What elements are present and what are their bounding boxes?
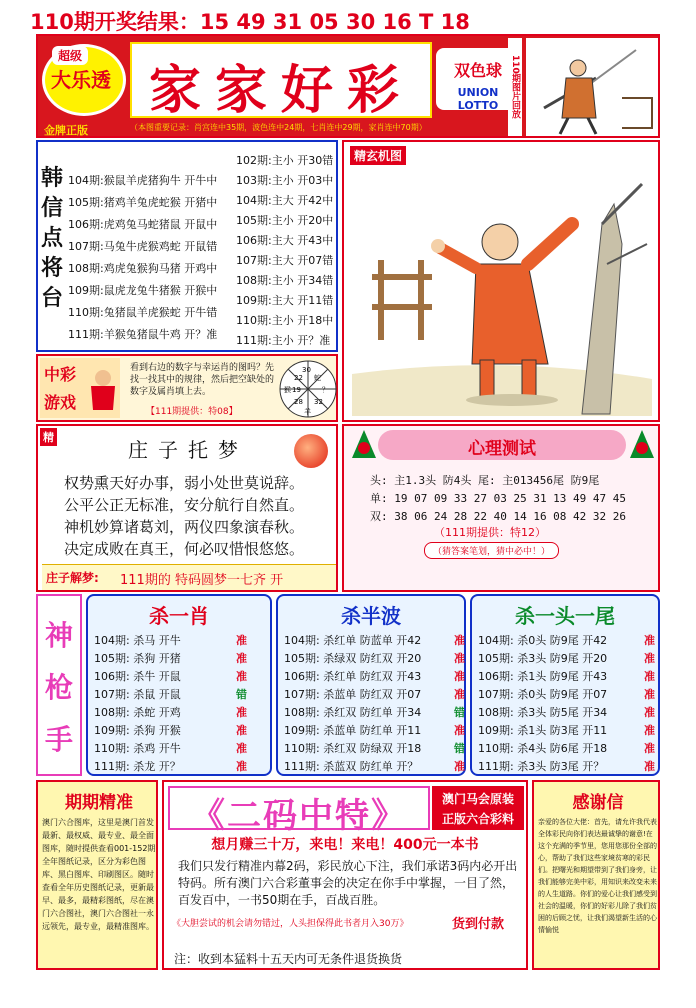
row-text: 108期: 杀蛇 开鸡 — [94, 706, 181, 719]
row-mark: 准 — [454, 652, 465, 665]
kill-head-tail-title: 杀一头一尾 — [515, 604, 615, 628]
list-item: 105期:主小 开20中 — [236, 214, 334, 227]
lottery-result-headline: 110期开奖结果：15 49 31 05 30 16 T 18 — [30, 10, 470, 34]
row-mark: 错 — [236, 688, 247, 701]
dream-interpretation — [42, 564, 336, 590]
row-mark: 准 — [644, 742, 655, 755]
union-lotto-logo-top: 双色球 — [453, 61, 502, 80]
table-row — [284, 704, 465, 720]
row-mark: 准 — [644, 652, 655, 665]
accuracy-panel — [36, 780, 158, 970]
row-text: 107期: 杀0头 防9尾 开07 — [478, 688, 608, 701]
table-row — [94, 650, 247, 666]
dream-label: 庄子解梦: — [46, 571, 99, 585]
lantern-icon — [628, 428, 656, 462]
table-row — [284, 650, 465, 666]
table-row — [284, 632, 465, 648]
table-row — [478, 740, 655, 756]
thank-you-title: 感谢信 — [572, 793, 624, 813]
han-xin-panel — [36, 140, 338, 352]
ad-warning: 《大胆尝试的机会请勿错过，人头担保得此书者月入30万》 — [172, 919, 409, 929]
row-text: 105期: 杀绿双 防红双 开20 — [284, 652, 422, 665]
poem-line: 决定成败在真王，何必叹惜恨悠悠。 — [64, 540, 305, 558]
list-item: 108期:主小 开34错 — [236, 274, 334, 287]
color-game-logo — [40, 358, 120, 418]
title-box — [130, 42, 432, 121]
return-policy-note: 注：收到本猛料十五天内可无条件退货换货 — [174, 952, 403, 966]
kill-head-tail-panel — [470, 594, 660, 776]
row-text: 108期: 杀红双 防红单 开34 — [284, 706, 422, 719]
cash-on-delivery-label: 货到付款 — [452, 917, 505, 932]
row-text: 109期: 杀1头 防3尾 开11 — [478, 724, 608, 737]
psychology-note: （111期提供：特12） — [434, 526, 546, 539]
thank-you-text: 亲爱的各位大佬：首先，请允许我代表全体彩民向你们表达最诚挚的谢意!在这个充满的季节里，您用您那份全部的心，帮助了我们这些家境贫寒的彩民们。把曙光和期望带到了我们身旁，让我们能够完美中彩，用知识来改变未来的人生道路。你们的爱心让我们感受到社会的温暖，你们的好彩儿除了我们贫困的后顾之忧，让我们渴望新生活的心情愉悦 — [538, 818, 657, 934]
row-text: 110期: 杀红双 防绿双 开18 — [284, 742, 422, 755]
list-item: 109期:鼠虎龙兔牛猪猴 开猴中 — [68, 284, 218, 297]
featured-tag: 精 — [40, 428, 57, 446]
table-row — [94, 704, 247, 720]
list-item: 107期:主大 开07错 — [236, 254, 334, 267]
thank-you-letter-panel — [532, 780, 660, 970]
poem-line: 神机妙算诸葛刘，两仪四象演春秋。 — [64, 518, 305, 536]
list-item: 111期:主小 开？准 — [236, 334, 331, 347]
row-mark: 错 — [454, 706, 465, 719]
row-text: 104期: 杀马 开牛 — [94, 634, 181, 647]
sharpshooter-char: 手 — [44, 723, 73, 756]
table-row — [478, 650, 655, 666]
puzzle-description: 看到右边的数字与幸运肖的图吗？先找一找其中的规律，然后把空缺处的数字及属肖填上去。 — [130, 363, 275, 397]
two-code-ad-panel — [162, 780, 528, 970]
table-row — [284, 668, 465, 684]
dream-text: 111期的 特码圆梦一七齐 开 — [120, 573, 284, 588]
super-lotto-logo-text: 大乐透 — [51, 68, 111, 92]
row-text: 105期: 杀狗 开猪 — [94, 652, 181, 665]
list-item: 106期:虎鸡兔马蛇猪鼠 开鼠中 — [68, 218, 218, 231]
row-mark: 准 — [236, 742, 247, 755]
sharpshooter-char: 神 — [44, 619, 73, 652]
table-row — [94, 668, 247, 684]
table-row — [94, 632, 247, 648]
sharpshooter-char: 枪 — [44, 671, 73, 704]
table-row — [94, 722, 247, 738]
table-row — [94, 758, 247, 774]
puzzle-panel — [36, 354, 338, 422]
kill-half-wave-panel — [276, 594, 466, 776]
row-mark: 准 — [236, 652, 247, 665]
list-item: 111期:羊猴兔猪鼠牛鸡 开？准 — [68, 328, 218, 341]
list-item: 110期:兔猪鼠羊虎猴蛇 开牛错 — [68, 306, 218, 319]
row-text: 110期: 杀鸡 开牛 — [94, 742, 181, 755]
number-wheel — [278, 358, 338, 420]
two-code-title: 《二码中特》 — [191, 796, 407, 836]
row-mark: 准 — [644, 760, 655, 773]
table-row — [478, 632, 655, 648]
wheel-label: 猴 — [284, 386, 291, 394]
accuracy-title: 期期精准 — [65, 793, 133, 813]
lantern-icon — [350, 428, 378, 462]
original-edition-line-a: 澳门马会原装 — [441, 792, 514, 806]
table-row — [284, 758, 465, 774]
kill-one-zodiac-panel — [86, 594, 272, 776]
wheel-label: 22 — [294, 374, 303, 382]
record-subline: （本图重要记录：肖宫连中35期，波色连中24期，七肖连中29期，家肖连中70期） — [130, 123, 427, 132]
psychology-sub: （猜答案笔划，猜中必中！） — [424, 542, 559, 559]
game-logo-line-b: 游戏 — [44, 393, 77, 412]
ad-slogan: 想月赚三十万，来电！来电！400元一本书 — [211, 837, 479, 853]
row-mark: 准 — [644, 670, 655, 683]
mystery-picture-label: 精玄机图 — [350, 146, 406, 165]
row-mark: 准 — [644, 688, 655, 701]
row-mark: 准 — [644, 634, 655, 647]
list-item: 107期:马兔牛虎猴鸡蛇 开鼠错 — [68, 240, 218, 253]
table-row — [284, 686, 465, 702]
row-mark: 准 — [454, 724, 465, 737]
two-code-title-box — [168, 786, 430, 836]
psychology-test-banner — [378, 430, 626, 460]
row-mark: 准 — [236, 634, 247, 647]
poem-line: 权势熏天好办事，弱小处世莫说辞。 — [64, 474, 305, 492]
sharpshooter-label — [36, 594, 82, 776]
kill-half-wave-title: 杀半波 — [341, 604, 401, 628]
table-row — [478, 704, 655, 720]
row-mark: 准 — [236, 706, 247, 719]
header-banner — [36, 34, 660, 138]
wheel-label: 蛇 — [314, 374, 321, 382]
psychology-test-panel — [342, 424, 660, 592]
row-text: 105期: 杀3头 防9尾 开20 — [478, 652, 608, 665]
row-text: 111期: 杀蓝双 防红单 开？ — [284, 760, 419, 773]
ad-body: 我们只发行精准内幕2码，彩民放心下注，我们承诺3码内必开出特码。所有澳门六合彩董事会的决定在你手中掌握，一目了然，百发百中，一书50期在手，百战百胜。 — [178, 859, 518, 907]
row-mark: 准 — [454, 634, 465, 647]
row-text: 106期: 杀牛 开鼠 — [94, 670, 181, 683]
list-item: 106期:主大 开43中 — [236, 234, 334, 247]
super-lotto-logo-top: 超级 — [52, 46, 88, 65]
list-item: 104期:猴鼠羊虎猪狗牛 开牛中 — [68, 174, 218, 187]
original-edition-line-b: 正版六合彩料 — [441, 812, 514, 826]
row-mark: 准 — [454, 670, 465, 683]
list-item: 102期:主小 开30错 — [236, 154, 334, 167]
head-tail-line: 头: 主1.3头 防4头 尾: 主013456尾 防9尾 — [370, 474, 600, 487]
table-row — [478, 758, 655, 774]
row-text: 108期: 杀3头 防5尾 开34 — [478, 706, 608, 719]
wheel-label: 28 — [294, 398, 303, 406]
union-lotto-logo-bottom: UNION LOTTO — [457, 86, 499, 112]
row-text: 106期: 杀1头 防9尾 开43 — [478, 670, 608, 683]
row-text: 111期: 杀3头 防3尾 开？ — [478, 760, 605, 773]
mystery-picture-panel — [342, 140, 660, 422]
row-text: 107期: 杀鼠 开鼠 — [94, 688, 181, 701]
list-item: 108期:鸡虎兔猴狗马猪 开鸡中 — [68, 262, 218, 275]
zhuangzi-title: 庄子托梦 — [128, 438, 248, 462]
list-item: 103期:主小 开03中 — [236, 174, 334, 187]
row-mark: 准 — [644, 706, 655, 719]
game-logo-line-a: 中彩 — [44, 365, 77, 384]
page-title: 家家好彩 — [148, 60, 413, 121]
wheel-label: 19 — [292, 386, 301, 394]
han-xin-title: 韩信点将台 — [40, 166, 63, 311]
wheel-label: 32 — [314, 398, 323, 406]
zhuangzi-dream-panel — [36, 424, 338, 592]
list-item: 109期:主大 开11错 — [236, 294, 334, 307]
row-text: 111期: 杀龙 开？ — [94, 760, 181, 773]
poem-line: 公平公正无标准，安分航行自然直。 — [64, 496, 305, 514]
list-item: 105期:猪鸡羊兔虎蛇猴 开猪中 — [68, 196, 218, 209]
swordsman-illustration — [526, 38, 658, 136]
row-mark: 准 — [236, 760, 247, 773]
row-text: 104期: 杀0头 防9尾 开42 — [478, 634, 608, 647]
row-mark: 准 — [454, 760, 465, 773]
wheel-label: 30 — [302, 366, 311, 374]
original-edition-box — [432, 786, 524, 830]
wheel-label: ？ — [322, 386, 329, 394]
sun-icon — [294, 434, 328, 468]
even-numbers-line: 双: 38 06 24 28 22 40 14 16 08 42 32 26 — [370, 510, 627, 523]
table-row — [94, 740, 247, 756]
wheel-label: 羊 — [304, 408, 311, 416]
row-mark: 错 — [454, 742, 465, 755]
row-mark: 准 — [644, 724, 655, 737]
list-item: 110期:主小 开18中 — [236, 314, 334, 327]
row-text: 106期: 杀红单 防红双 开43 — [284, 670, 422, 683]
table-row — [478, 686, 655, 702]
row-mark: 准 — [454, 688, 465, 701]
mystery-illustration — [352, 164, 652, 416]
god-of-wealth-icon — [88, 368, 118, 412]
accuracy-text: 澳门六合图库，这里是澳门首发最新、最权威、最专业、最全面图库，随时提供查看001-152期全年图纸记录，区分为彩色图库、黑白图库、印刷图区。随时查看全年历史图纸记录，更新最早、最多，最精彩图纸，尽在澳门六合图社，澳门六合图社一永远领先，最专业，最精准图库。 — [42, 818, 156, 931]
table-row — [284, 740, 465, 756]
gold-edition-label: 金牌正版 — [44, 124, 88, 137]
row-text: 107期: 杀蓝单 防红双 开07 — [284, 688, 422, 701]
table-row — [478, 722, 655, 738]
table-row — [478, 668, 655, 684]
row-mark: 准 — [236, 670, 247, 683]
row-text: 110期: 杀4头 防6尾 开18 — [478, 742, 608, 755]
row-text: 109期: 杀蓝单 防红单 开11 — [284, 724, 422, 737]
table-row — [94, 686, 247, 702]
puzzle-hint: 【111期提供：特08】 — [146, 407, 238, 417]
row-text: 109期: 杀狗 开猴 — [94, 724, 181, 737]
odd-numbers-line: 单: 19 07 09 33 27 03 25 31 13 49 47 45 — [370, 492, 627, 505]
list-item: 104期:主大 开42中 — [236, 194, 334, 207]
swordsman-drawing — [526, 38, 658, 136]
row-mark: 准 — [236, 724, 247, 737]
psychology-test-title: 心理测试 — [468, 439, 536, 459]
kill-one-zodiac-title: 杀一肖 — [149, 604, 209, 628]
replay-side-label: 110期图片回放 — [508, 38, 522, 136]
row-text: 104期: 杀红单 防蓝单 开42 — [284, 634, 422, 647]
table-row — [284, 722, 465, 738]
